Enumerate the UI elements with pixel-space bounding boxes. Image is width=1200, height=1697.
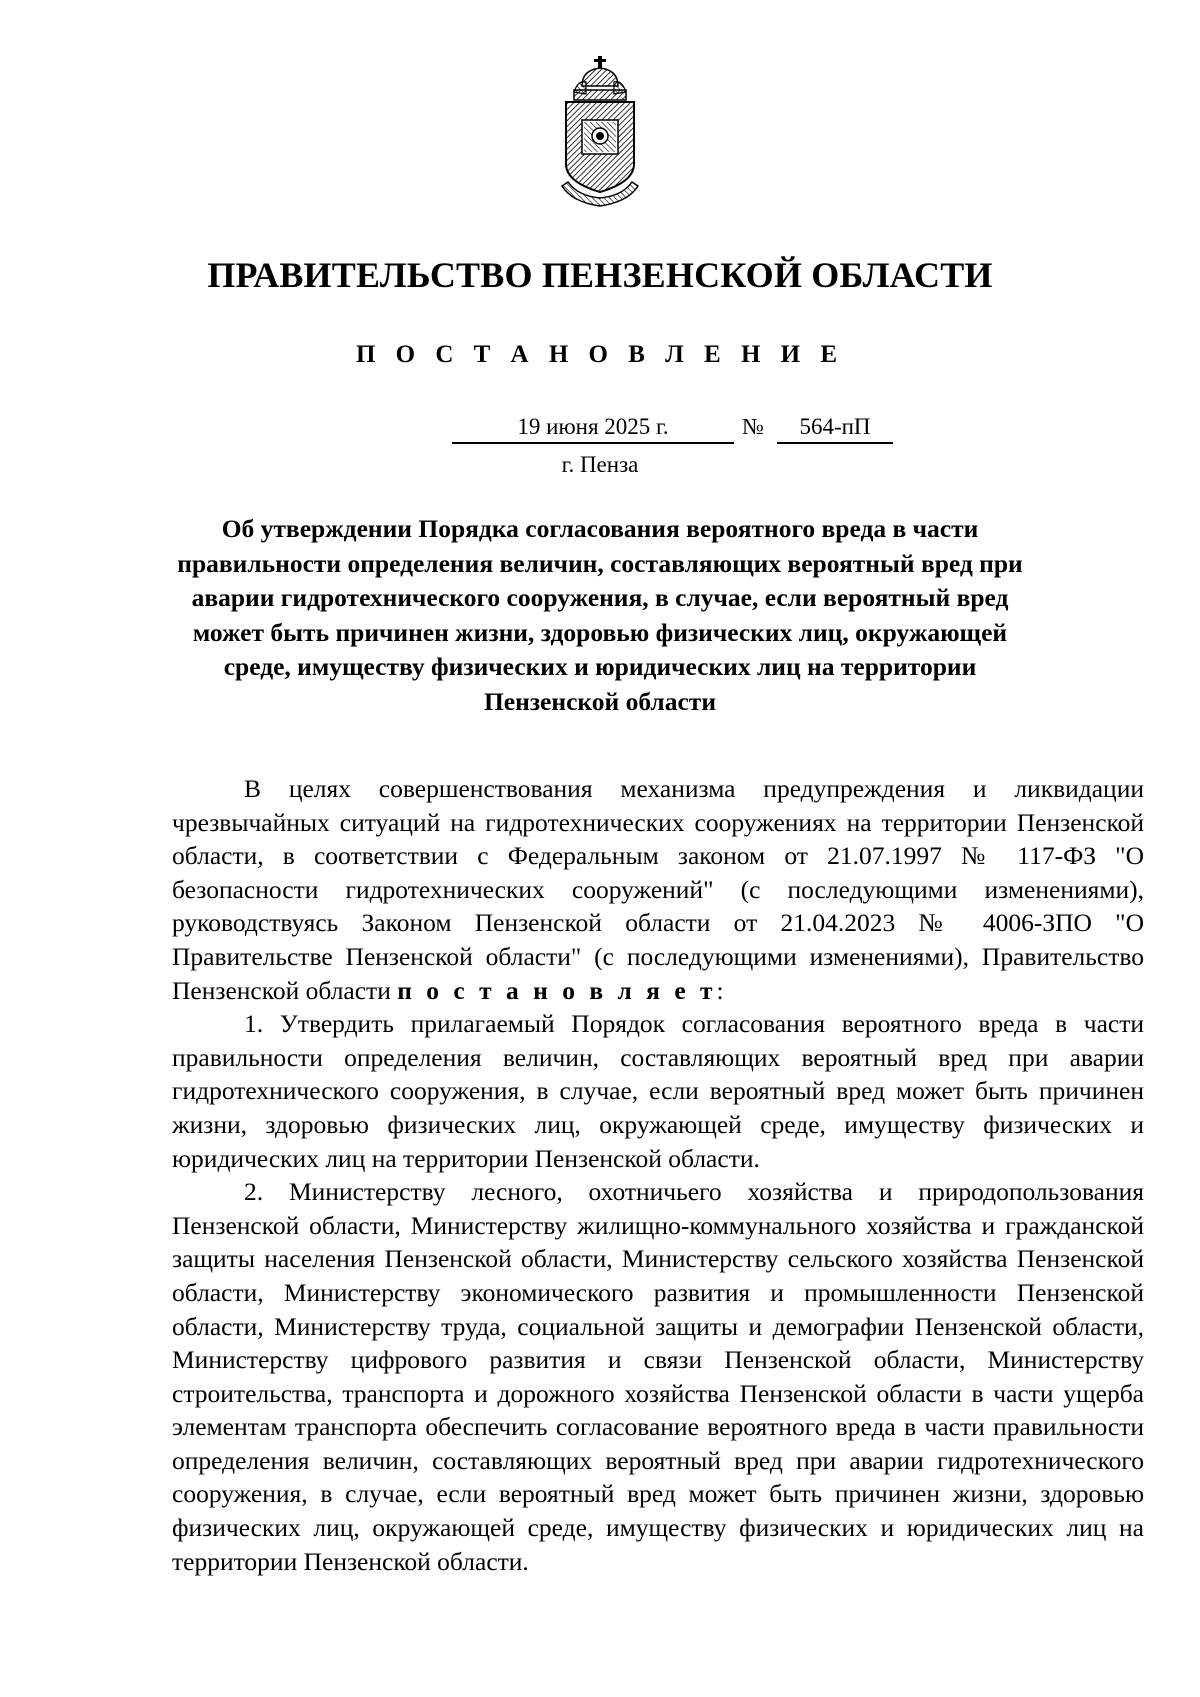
document-subject: Об утверждении Порядка согласования вероятного вреда в части правильности определения величин, составляющих вероятный вред при аварии гидротехнического сооружения, в случае, если вероятный вред может быть причинен жизни, здоровью физических лиц, окружающей среде, имуществу физических и юридических лиц на территории Пензенской области — [177, 514, 1023, 716]
preamble-text: В целях совершенствования механизма предупреждения и ликвидации чрезвычайных ситуаций на гидротехнических сооружениях на территории Пензенской области, в соответствии с Федеральным законом от 21.07.1997 № 117-ФЗ "О безопасности гидротехнических сооружений" (с последующими изменениями), руководствуясь Законом Пензенской области от 21.04.2023 № 4006-ЗПО "О Правительстве Пензенской области" (с последующими изменениями), Правительство Пензенской области — [172, 774, 1144, 1005]
document-type: П О С Т А Н О В Л Е Н И Е — [355, 341, 845, 368]
decree-word: п о с т а н о в л я е т — [397, 975, 717, 1005]
document-body — [172, 772, 1144, 1578]
item-2-paragraph: 2. Министерству лесного, охотничьего хозяйства и природопользования Пензенской области, Министерству жилищно-коммунального хозяйства и гражданской защиты населения Пензенской области, Министерству сельского хозяйства Пензенской области, Министерству экономического развития и промышленности Пензенской области, Министерству труда, социальной защиты и демографии Пензенской области, Министерству цифрового развития и связи Пензенской области, Министерству строительства, транспорта и дорожного хозяйства Пензенской области в части ущерба элементам транспорта обеспечить согласование вероятного вреда в части правильности определения величин, составляющих вероятный вред при аварии гидротехнического сооружения, в случае, если вероятный вред может быть причинен жизни, здоровью физических лиц, окружающей среде, имуществу физических и юридических лиц на территории Пензенской области. — [172, 1177, 1144, 1576]
org-title: ПРАВИТЕЛЬСТВО ПЕНЗЕНСКОЙ ОБЛАСТИ — [207, 255, 993, 295]
number-sign: № — [742, 414, 764, 439]
document-number: 564-пП — [777, 412, 893, 444]
coat-of-arms-icon — [552, 56, 648, 208]
preamble-paragraph — [172, 772, 1144, 1007]
item-1-paragraph: 1. Утвердить прилагаемый Порядок согласования вероятного вреда в части правильности определения величин, составляющих вероятный вред при аварии гидротехнического сооружения, в случае, если вероятный вред может быть причинен жизни, здоровью физических лиц, окружающей среде, имуществу физических и юридических лиц на территории Пензенской области. — [172, 1009, 1144, 1173]
document-city: г. Пенза — [561, 452, 639, 477]
document-date: 19 июня 2025 г. — [452, 412, 734, 444]
decree-colon: : — [716, 975, 724, 1005]
